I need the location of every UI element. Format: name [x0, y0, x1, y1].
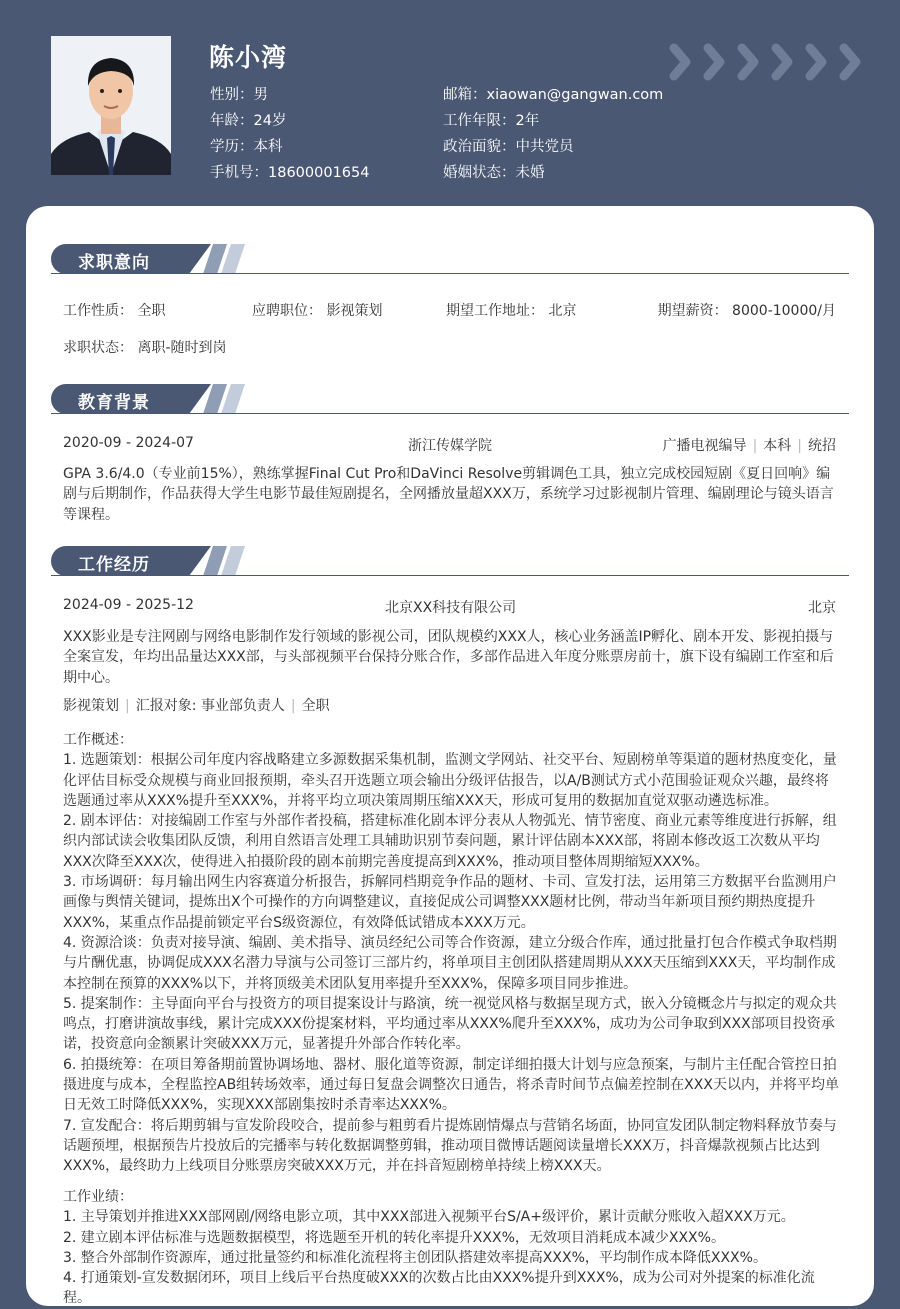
achievement-item: 4. 打通策划-宣发数据闭环，项目上线后平台热度破XXX的次数占比由XXX%提升到XXX%，成为公司对外提案的标准化流程。: [63, 1270, 815, 1307]
person-avatar-icon: [51, 36, 171, 175]
phone-field: 手机号：18600001654: [210, 165, 370, 181]
work-overview: [63, 730, 841, 1177]
age-field: 年龄：24岁: [210, 113, 287, 129]
political-field: 政治面貌：中共党员: [443, 139, 574, 155]
work-role: 影视策划: [63, 698, 119, 714]
education-period: 2020-09 - 2024-07: [63, 435, 194, 451]
achievements-title: 工作业绩：: [63, 1189, 133, 1205]
overview-item: 1. 选题策划：根据公司年度内容战略建立多源数据采集机制，监测文学网站、社交平台、短剧榜单等渠道的题材热度变化，量化评估目标受众规模与商业回报预期，牵头召开选题立项会输出分级评估报告，以A/B测试方式小范围验证观众兴趣，最终将选题通过率从XXX%提升至XXX%，并将平均立项决策周期压缩XXX天，形成可复用的数据加直觉双驱动遴选标准。: [63, 752, 837, 809]
candidate-name: 陈小湾: [209, 43, 288, 72]
education-degree: 本科: [763, 438, 792, 454]
degree-field: 学历：本科: [210, 139, 283, 155]
gender-field: 性别：男: [210, 87, 268, 103]
work-city: 北京: [808, 600, 836, 616]
work-period: 2024-09 - 2025-12: [63, 597, 194, 613]
overview-item: 7. 宣发配合：将后期剪辑与宣发阶段咬合，提前参与粗剪看片提炼剧情爆点与营销名场面，协同宣发团队制定物料释放节奏与话题预埋，根据预告片投放后的完播率与转化数据调整剪辑，推动项目微博话题阅读量增长XXX万，抖音爆款视频占比达到XXX%，最终助力上线项目分账票房突破XXX万元，并在抖音短剧榜单持续上榜XXX天。: [63, 1117, 837, 1175]
overview-item: 6. 拍摄统筹：在项目筹备期前置协调场地、器材、服化道等资源，制定详细拍摄大计划与应急预案，与制片主任配合管控日拍摄进度与成本，全程监控AB组转场效率，通过每日复盘会调整次日通告，将杀青时间节点偏差控制在XXX天以内，并将平均单日无效工时降低XXX%，实现XXX部剧集按时杀青率达XXX%。: [63, 1056, 839, 1114]
section-work-title: 工作经历: [78, 555, 150, 575]
achievement-item: 3. 整合外部制作资源库，通过批量签约和标准化流程将主创团队搭建效率提高XXX%，平均制作成本降低XXX%。: [63, 1249, 767, 1266]
company-description: XXX影业是专注网剧与网络电影制作发行领域的影视公司，团队规模约XXX人，核心业务涵盖IP孵化、剧本开发、影视拍摄与全案宣发，年均出品量达XXX部，与头部视频平台保持分账合作，多部作品进入年度分账票房前十，旗下设有编剧工作室和后期中心。: [63, 629, 834, 686]
achievement-item: 1. 主导策划并推进XXX部网剧/网络电影立项，其中XXX部进入视频平台S/A+级评价，累计贡献分账收入超XXX万元。: [63, 1209, 795, 1226]
resume-header: [0, 0, 900, 215]
work-company: 北京XX科技有限公司: [385, 600, 517, 616]
work-report: 汇报对象: 事业部负责人: [135, 698, 285, 714]
education-description: GPA 3.6/4.0（专业前15%），熟练掌握Final Cut Pro和DaVinci Resolve剪辑调色工具，独立完成校园短剧《夏日回响》编剧与后期制作，作品获得大学生电影节最佳短剧提名，全网播放量超XXX万，系统学习过影视制片管理、编剧理论与镜头语言等课程。: [63, 466, 834, 523]
section-work-header: [51, 546, 849, 576]
marital-field: 婚姻状态：未婚: [443, 165, 545, 181]
education-major: 广播电视编导: [662, 438, 747, 454]
section-education-title: 教育背景: [78, 393, 150, 413]
education-type: 统招: [808, 438, 836, 454]
chevron-decoration-icon: [666, 42, 872, 82]
section-intent-title: 求职意向: [78, 253, 150, 273]
overview-item: 5. 提案制作：主导面向平台与投资方的项目提案设计与路演，统一视觉风格与数据呈现方式，嵌入分镜概念片与拟定的观众共鸣点，打磨讲演故事线，累计完成XXX份提案材料，平均通过率从XXX%爬升至XXX%，成功为公司争取到XXX部项目投资承诺，投资意向金额累计突破XXX万元，显著提升外部合作转化率。: [63, 995, 837, 1053]
profile-photo: [51, 36, 171, 175]
intent-status: 求职状态： 离职-随时到岗: [63, 340, 227, 356]
work-jobtype: 全职: [301, 698, 330, 714]
overview-title: 工作概述：: [63, 732, 133, 748]
achievement-item: 2. 建立剧本评估标准与选题数据模型，将选题至开机的转化率提升XXX%，无效项目消耗成本减少XXX%。: [63, 1229, 725, 1246]
work-role-line: 影视策划 | 汇报对象: 事业部负责人 | 全职: [63, 698, 330, 714]
education-meta: 广播电视编导 | 本科 | 统招: [662, 438, 836, 454]
intent-salary: 期望薪资： 8000-10000/月: [657, 303, 836, 319]
section-education-header: [51, 384, 849, 414]
section-intent-header: [51, 244, 849, 274]
overview-item: 2. 剧本评估：对接编剧工作室与外部作者投稿，搭建标准化剧本评分表从人物弧光、情节密度、商业元素等维度进行拆解，组织内部试读会收集团队反馈，利用自然语言处理工具辅助识别节奏问题，累计评估剧本XXX部，将剧本修改返工次数从平均XXX次降至XXX次，使得进入拍摄阶段的剧本前期完善度提高到XXX%，推动项目整体周期缩短XXX%。: [63, 813, 837, 870]
intent-type: 工作性质： 全职: [63, 303, 166, 319]
overview-item: 4. 资源洽谈：负责对接导演、编剧、美术指导、演员经纪公司等合作资源，建立分级合作库，通过批量打包合作模式争取档期与片酬优惠，协调促成XXX名潜力导演与公司签订三部片约，将单项目主创团队搭建周期从XXX天压缩到XXX天，平均制作成本控制在预算的XXX%以下，并将顶级美术团队复用率提升至XXX%，保障多项目同步推进。: [63, 934, 837, 992]
years-field: 工作年限：2年: [443, 113, 540, 129]
intent-position: 应聘职位： 影视策划: [252, 303, 383, 319]
intent-location: 期望工作地址： 北京: [446, 303, 577, 319]
email-field: 邮箱：xiaowan@gangwan.com: [443, 87, 664, 103]
education-school: 浙江传媒学院: [408, 438, 492, 454]
work-achievements: [63, 1187, 841, 1309]
overview-item: 3. 市场调研：每月输出网生内容赛道分析报告，拆解同档期竞争作品的题材、卡司、宣发打法，运用第三方数据平台监测用户画像与舆情关键词，提炼出X个可操作的方向调整建议，直接促成公司调整XXX题材比例，带动当年新项目预约期热度提升XXX%，某重点作品提前锁定平台S级资源位，有效降低试错成本XXX万元。: [63, 874, 837, 931]
